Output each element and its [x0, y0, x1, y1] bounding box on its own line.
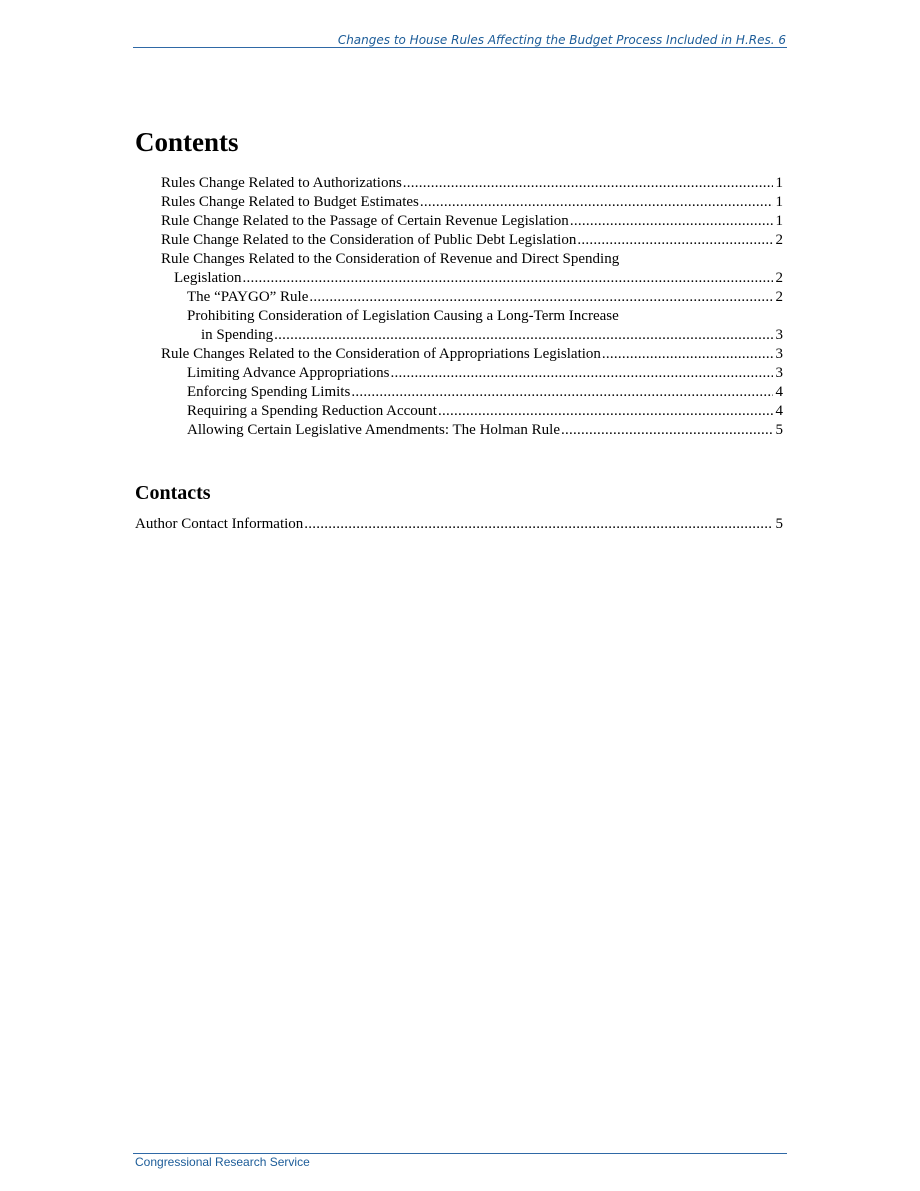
toc-entry-revenue-direct-spending[interactable]: [135, 250, 783, 288]
toc-page-number: 1: [775, 194, 783, 210]
toc-entry-author-contact[interactable]: [135, 515, 783, 534]
toc-entry-spending-reduction-account[interactable]: [135, 402, 783, 421]
toc-entry-authorizations[interactable]: [135, 174, 783, 193]
toc-entry-title-line1: Rule Changes Related to the Consideration of Revenue and Direct Spending: [161, 251, 620, 267]
toc-dot-leader: [602, 345, 773, 364]
toc-page-number: 2: [775, 289, 783, 305]
toc-entry-title: Rule Changes Related to the Consideration of Appropriations Legislation: [161, 346, 601, 362]
toc-page-number: 1: [775, 175, 783, 191]
running-header: Changes to House Rules Affecting the Budget Process Included in H.Res. 6: [337, 33, 786, 47]
toc-dot-leader: [243, 269, 773, 288]
toc-dot-leader: [438, 402, 773, 421]
toc-entry-holman-rule[interactable]: [135, 421, 783, 440]
toc-entry-advance-appropriations[interactable]: [135, 364, 783, 383]
toc-page-number: 3: [775, 346, 783, 362]
toc-entry-public-debt[interactable]: [135, 231, 783, 250]
toc-page-number: 5: [775, 516, 783, 532]
toc-entry-long-term-increase[interactable]: [135, 307, 783, 345]
toc-entry-title-line1: Prohibiting Consideration of Legislation Causing a Long-Term Increase: [187, 308, 619, 324]
toc-entry-title: Allowing Certain Legislative Amendments: The Holman Rule: [187, 422, 560, 438]
toc-page-number: 2: [775, 270, 783, 286]
contacts-heading: Contacts: [135, 482, 211, 504]
toc-dot-leader: [390, 364, 772, 383]
toc-entry-paygo-rule[interactable]: [135, 288, 783, 307]
toc-dot-leader: [420, 193, 773, 212]
toc-entry-title: Enforcing Spending Limits: [187, 384, 351, 400]
toc-entry-title: Rules Change Related to Authorizations: [161, 175, 402, 191]
table-of-contents: [135, 174, 783, 440]
toc-entry-title: Rules Change Related to Budget Estimates: [161, 194, 419, 210]
toc-page-number: 4: [775, 384, 783, 400]
contacts-list: [135, 515, 783, 534]
toc-entry-title: The “PAYGO” Rule: [187, 289, 309, 305]
toc-page-number: 1: [775, 213, 783, 229]
toc-entry-appropriations[interactable]: [135, 345, 783, 364]
toc-entry-budget-estimates[interactable]: [135, 193, 783, 212]
footer-text: Congressional Research Service: [135, 1155, 310, 1169]
toc-entry-title: Author Contact Information: [135, 516, 304, 532]
footer-rule: [133, 1153, 787, 1154]
toc-entry-title: Legislation: [174, 270, 242, 286]
toc-entry-title: Limiting Advance Appropriations: [187, 365, 390, 381]
header-rule: [133, 47, 787, 48]
toc-entry-title: Rule Change Related to the Consideration of Public Debt Legislation: [161, 232, 577, 248]
toc-dot-leader: [577, 231, 772, 250]
toc-entry-revenue-legislation[interactable]: [135, 212, 783, 231]
toc-page-number: 4: [775, 403, 783, 419]
toc-dot-leader: [561, 421, 773, 440]
toc-page-number: 3: [775, 327, 783, 343]
toc-dot-leader: [570, 212, 773, 231]
toc-entry-title: Requiring a Spending Reduction Account: [187, 403, 437, 419]
toc-entry-spending-limits[interactable]: [135, 383, 783, 402]
toc-entry-title: Rule Change Related to the Passage of Certain Revenue Legislation: [161, 213, 569, 229]
toc-entry-title: in Spending: [201, 327, 274, 343]
toc-dot-leader: [309, 288, 772, 307]
toc-dot-leader: [274, 326, 772, 345]
toc-page-number: 2: [775, 232, 783, 248]
toc-dot-leader: [403, 174, 773, 193]
toc-dot-leader: [351, 383, 772, 402]
toc-page-number: 5: [775, 422, 783, 438]
toc-dot-leader: [304, 515, 772, 534]
contents-heading: Contents: [135, 127, 239, 157]
toc-page-number: 3: [775, 365, 783, 381]
